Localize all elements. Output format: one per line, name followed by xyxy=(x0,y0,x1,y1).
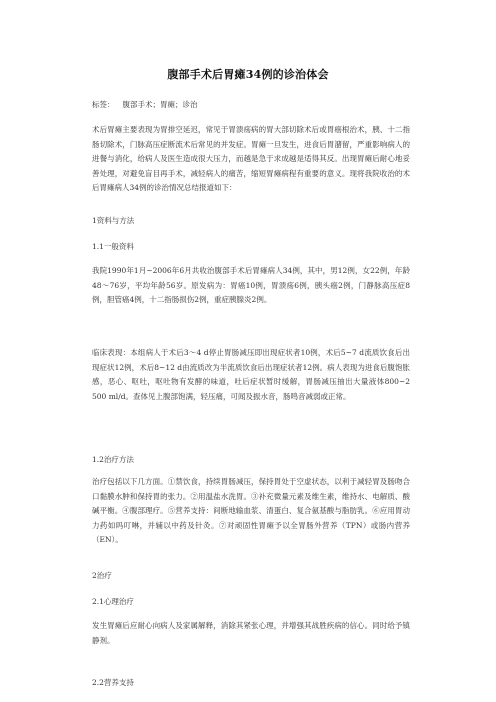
subsection-heading-1-2: 1.2治疗方法 xyxy=(92,455,134,464)
tags-label: 标签： xyxy=(92,100,115,109)
tags-value: 腹部手术；胃瘫；诊治 xyxy=(122,100,198,109)
subsection-heading-2-1: 2.1心理治疗 xyxy=(92,597,134,606)
paragraph-treatment-methods: 治疗包括以下几方面。①禁饮食，持续胃肠减压，保持胃处于空虚状态，以利于减轻胃及肠吻合口黏膜水肿和保持胃的张力。②用温盐水洗胃。③补充微量元素及维生素，维持水、电解质、酸碱平衡。④腹部理疗。⑤营养支持：间断地输血浆、清蛋白、复合氨基酸与脂肪乳。⑥应用胃动力药如吗叮啉，并辅以中药及针灸。⑦对顽固性胃瘫予以全胃肠外营养（TPN）或肠内营养（EN）。 xyxy=(92,477,410,544)
paragraph-clinical-features: 临床表现：本组病人于术后3～4 d停止胃肠减压即出现症状者10例，术后5~7 d流质饮食后出现症状12例，术后8~12 d由流质改为半流质饮食后出现症状者12例。病人表现为进食后腹饱胀感，恶心、呕吐，呕吐物有发酵的味道，吐后症状暂时缓解，胃肠减压抽出大量液体800~2 500 ml/d。查体见上腹部饱满，轻压痛，可闻及振水音，肠鸣音减弱或正常。 xyxy=(92,348,410,401)
tags-line xyxy=(92,98,410,113)
subsection-heading-1-1: 1.1一般资料 xyxy=(92,242,134,251)
intro-paragraph: 术后胃瘫主要表现为胃排空延迟，常见于胃溃疡病的胃大部切除术后或胃癌根治术，胰、十二指肠切除术，门脉高压症断流术后常见的并发症。胃瘫一旦发生，进食后胃潴留，严重影响病人的进餐与消化，给病人及医生造成很大压力，而越是急于求成越是适得其反。出现胃瘫后耐心地妥善处理，对避免盲目再手术，减轻病人的痛苦，缩短胃瘫病程有重要的意义。现将我院收治的术后胃瘫病人34例的诊治情况总结报道如下： xyxy=(92,125,410,192)
paragraph-general-data: 我院1990年1月~2006年6月共收治腹部手术后胃瘫病人34例，其中，男12例，女22例，年龄48～76岁，平均年龄56岁。原发病为：胃癌10例，胃溃疡6例，胰头癌2例，门静脉高压症8例，胆管癌4例，十二指肠损伤2例，重症胰腺炎2例。 xyxy=(92,266,410,304)
paragraph-psychotherapy: 发生胃瘫后应耐心向病人及家属解释，消除其紧张心理，并增强其战胜疾病的信心。同时给予镇静剂。 xyxy=(92,621,410,645)
document-title: 腹部手术后胃瘫34例的诊治体会 xyxy=(167,68,329,81)
section-heading-1: 1资料与方法 xyxy=(92,216,135,225)
subsection-heading-2-2: 2.2营养支持 xyxy=(92,678,134,687)
section-heading-2: 2治疗 xyxy=(92,571,112,580)
